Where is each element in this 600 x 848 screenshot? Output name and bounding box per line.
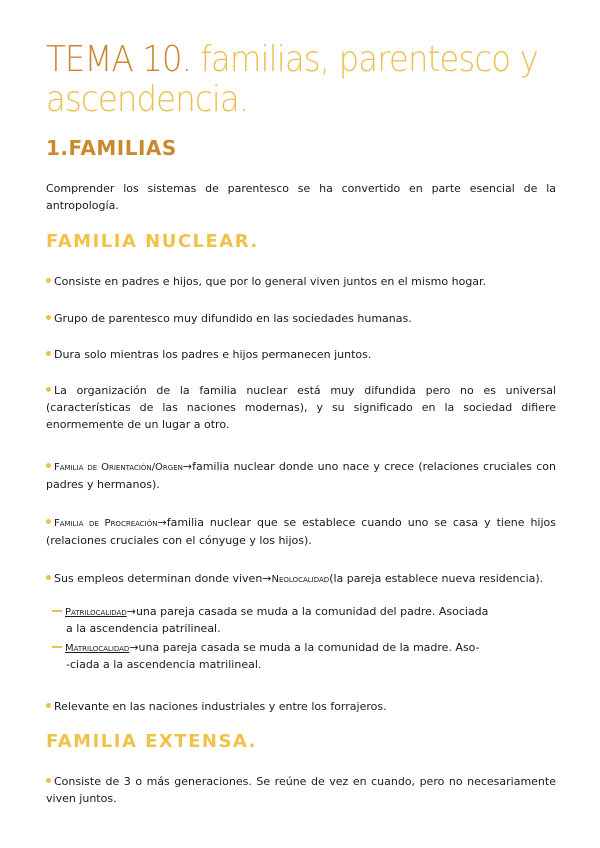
bullet-text: Consiste en padres e hijos, que por lo general viven juntos en el mismo hogar. (54, 275, 487, 288)
dash-marker (52, 646, 62, 648)
bullet-text: →familia nuclear donde uno nace y crece (relaciones cruciales con padres y hermanos). (46, 460, 556, 491)
bullet-text: →familia nuclear que se establece cuando uno se casa y tiene hijos (relaciones cruciales con el cónyuge y los hijos). (46, 516, 556, 547)
bullet-text: Sus empleos determinan donde viven→ (54, 572, 272, 585)
bullet-dot (46, 575, 51, 580)
sub-matrilocalidad (52, 640, 556, 673)
bullet-orientacion (46, 458, 556, 493)
bullet-nuclear-3 (46, 346, 556, 363)
term-neolocalidad: Neolocalidad (271, 574, 330, 585)
bullet-text: Consiste de 3 o más generaciones. Se reúne de vez en cuando, pero no necesariamente viven juntos. (46, 775, 556, 805)
bullet-text-end: (la pareja establece nueva residencia). (329, 572, 544, 585)
title-rest: familias, parentesco y ascendencia. (46, 39, 538, 120)
intro-paragraph: Comprender los sistemas de parentesco se ha convertido en parte esencial de la antropología. (46, 182, 556, 212)
heading-familia-extensa: FAMILIA EXTENSA. (46, 731, 258, 752)
bullet-text: Dura solo mientras los padres e hijos permanecen juntos. (54, 348, 372, 361)
bullet-dot (46, 703, 51, 708)
bullet-dot (46, 278, 51, 283)
sub-text: →una pareja casada se muda a la comunidad de la madre. Aso- (129, 641, 480, 654)
bullet-dot (46, 519, 51, 524)
bullet-nuclear-4 (46, 382, 556, 433)
section-heading-familias: 1.FAMILIAS (46, 136, 177, 160)
bullet-nuclear-1 (46, 273, 556, 290)
bullet-dot (46, 463, 51, 468)
bullet-text: Relevante en las naciones industriales y entre los forrajeros. (54, 700, 387, 713)
sub-text-continued: -ciada a la ascendencia matrilineal. (66, 658, 262, 671)
bullet-procreacion (46, 514, 556, 549)
bullet-dot (46, 351, 51, 356)
bullet-dot (46, 387, 51, 392)
term-procreacion: Familia de Procreación (54, 518, 158, 529)
bullet-extensa-1 (46, 773, 556, 807)
sub-patrilocalidad (52, 604, 556, 637)
bullet-relevante (46, 698, 556, 715)
bullet-nuclear-2 (46, 310, 556, 327)
bullet-dot (46, 778, 51, 783)
bullet-text: Grupo de parentesco muy difundido en las sociedades humanas. (54, 312, 412, 325)
page-title (46, 40, 568, 120)
term-patrilocalidad: Patrilocalidad (65, 607, 127, 618)
title-lead: TEMA 10. (46, 39, 192, 80)
term-orientacion: Familia de Orientación/Orgen (54, 462, 183, 473)
sub-text: →una pareja casada se muda a la comunidad del padre. Asociada (126, 605, 489, 618)
dash-marker (52, 610, 62, 612)
bullet-text: La organización de la familia nuclear está muy difundida pero no es universal (características de las naciones modernas), y su significado en la sociedad difiere enormemente de un lugar a otro. (46, 384, 556, 431)
term-matrilocalidad: Matrilocalidad (65, 643, 130, 654)
heading-familia-nuclear: FAMILIA NUCLEAR. (46, 231, 259, 252)
sub-text-continued: a la ascendencia patrilineal. (66, 622, 221, 635)
bullet-dot (46, 315, 51, 320)
bullet-empleos (46, 570, 556, 588)
